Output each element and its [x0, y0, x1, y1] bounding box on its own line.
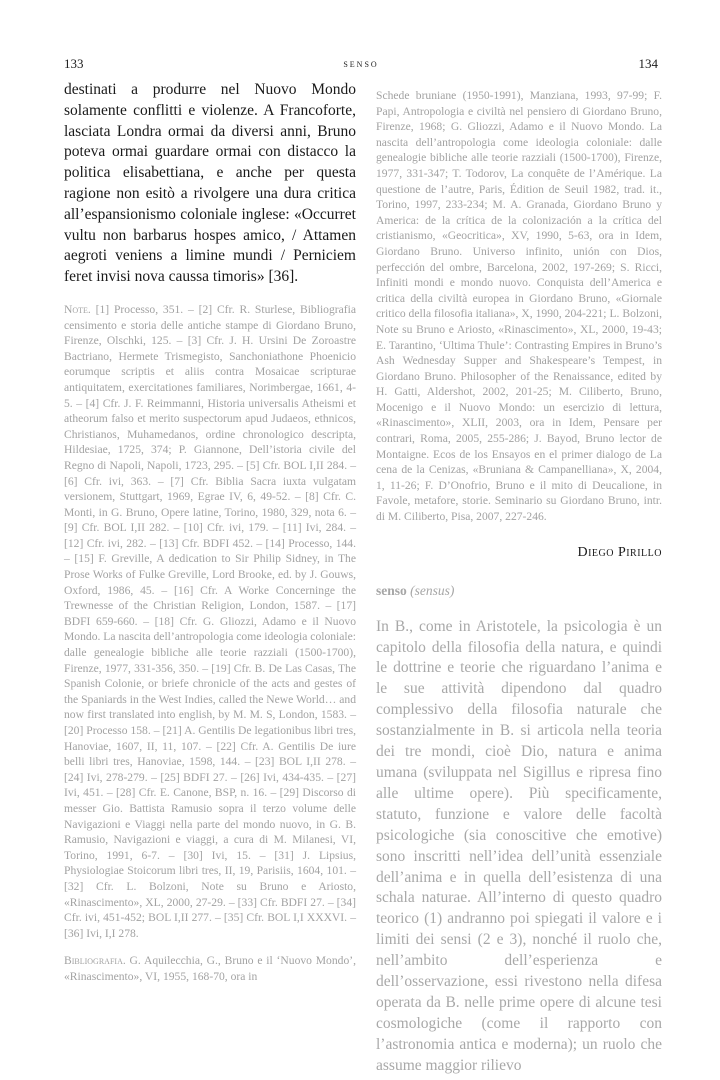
endnotes	[64, 302, 356, 941]
right-column	[376, 80, 662, 1077]
entry-body-text: In B., come in Aristotele, la psicologia è un capitolo della filosofia della natura, e quindi le dottrine e teorie che riguardano l’anima e le sue attività dipendono dal quadro complessivo della filosofia naturale che sostanzialmente in B. si articola nella teoria dei tre mondi, cioè Dio, natura e anima umana (sviluppata nel Sigillus e ripresa fino alle ultime opere). Più specificamente, statuto, funzione e valore delle facoltà psicologiche (sia conoscitive che emotive) sono inscritti nell’idea dell’unità essenziale dell’anima e in quella dell’esistenza di una schala naturae. All’interno di questo quadro teorico (1) andranno poi spiegati il valore e i limiti dei sensi (2 e 3), nonché il ruolo che, nell’ambito dell’esperienza e dell’osservazione, essi rivestono nella difesa operata da B. nelle prime opere di alcune tesi cosmologiche (come il rapporto con l’astronomia antica e moderna); un ruolo che assume maggior rilievo	[376, 617, 662, 1074]
bibliography-label: Bibliografia.	[64, 954, 126, 968]
entry-subtitle: (sensus)	[410, 582, 455, 598]
page-number-right: 134	[638, 56, 658, 71]
running-title: senso	[343, 56, 379, 70]
notes-label: Note.	[64, 302, 91, 316]
main-body-text: destinati a produrre nel Nuovo Mondo solamente conflitti e violenze. A Francoforte, lasciata Londra ormai da diversi anni, Bruno poteva ormai guardare ormai con distacco la politica elisabettiana, e anche per questa ragione non esitò a rivolgere una dura critica all’espansionismo coloniale inglese: «Occurret vultu non barbarus hospes amico, / Attamen aegroti veniens a limine mundi / Perniciem feret invisi nova caussa timoris» [36].	[64, 81, 356, 286]
bibliography-continued: Schede bruniane (1950-1991), Manziana, 1993, 97-99; F. Papi, Antropologia e civiltà nel pensiero di Giordano Bruno, Firenze, 1968; G. Gliozzi, Adamo e il Nuovo Mondo. La nascita dell’antropologia come ideologia coloniale: dalle genealogie bibliche alle teorie razziali (1500-1700), Firenze, 1977, 331-347; T. Todorov, La conquête de l’Amérique. La questione de l’autre, Paris, Édition de Seuil 1982, trad. it., Torino, 1997, 233-234; M. A. Granada, Giordano Bruno y America: de la crítica de la colonización a la crítica del cristianismo, «Geocritica», XV, 1990, 5-63, ora in Idem, Giordano Bruno. Universo infinito, unión con Dios, perfección del ombre, Barcelona, 2002, 197-269; S. Ricci, Infiniti mondi e mondo nuovo. Conquista dell’America e critica della civiltà europea in Giordano Bruno, «Giornale critico della filosofia italiana», X, 1990, 204-221; L. Bolzoni, Note su Bruno e Ariosto, «Rinascimento», XL, 2000, 19-43; E. Tarantino, ‘Ultima Thule’: Contrasting Empires in Bruno’s Ash Wednesday Supper and Shakespeare’s Tempest, in Giordano Bruno. Philosopher of the Renaissance, edited by H. Gatti, Aldershot, 2002, 201-25; M. Ciliberto, Bruno, Mocenigo e il Nuovo Mondo: un esercizio di lettura, «Rinascimento», XLII, 2003, ora in Idem, Pensare per contrari, Roma, 2005, 255-286; J. Bayod, Bruno lector de Montaigne. Ecos de los Ensayos en el primer dialogo de La cena de la Cenizas, «Bruniana & Campanelliana», X, 2004, 1, 11-26; F. D’Onofrio, Bruno e il mito di Deucalione, in Favole, metafore, storie. Seminario su Giordano Bruno, intr. di M. Ciliberto, Pisa, 2007, 227-246.	[376, 89, 662, 524]
notes-text: [1] Processo, 351. – [2] Cfr. R. Sturlese, Bibliografia censimento e storia delle antiche stampe di Giordano Bruno, Firenze, Olschki, 125. – [3] Cfr. J. H. Ursini De Zoroastre Bactriano, Hermete Trismegisto, Sanchoniathone Phoenicio eorumque scriptis et aliis contra Mosaicae scripturae antiquitatem, exercitationes familiares, Norimbergae, 1661, 4-5. – [4] Cfr. J. F. Reimmanni, Historia universalis Atheismi et atheorum falso et merito suspectorum apud Judaeos, ethnicos, Christianos, Muhamedanos, ordine chronologico descripta, Hildesiae, 1725, 374; P. Giannone, Dell’istoria civile del Regno di Napoli, Napoli, 1723, 295. – [5] Cfr. BOL I,II 284. – [6] Cfr. ivi, 363. – [7] Cfr. Biblia Sacra iuxta vulgatam versionem, Stuttgart, 1969, Egrae IV, 6, 49-52. – [8] Cfr. C. Monti, in G. Bruno, Opere latine, Torino, 1980, 329, nota 6. – [9] Cfr. BOL I,II 282. – [10] Cfr. ivi, 179. – [11] Ivi, 284. – [12] Cfr. ivi, 282. – [13] Cfr. BDFI 452. – [14] Processo, 144. – [15] F. Greville, A dedication to Sir Philip Sidney, in The Prose Works of Fulke Greville, Lord Brooke, ed. by J. Gouws, Oxford, 1986, 45. – [16] Cfr. A Worke Concerninge the Trewnesse of the Christian Religion, London, 1587. – [17] BDFI 659-660. – [18] Cfr. G. Gliozzi, Adamo e il Nuovo Mondo. La nascita dell’antropologia come ideologia coloniale: dalle genealogie bibliche alle teorie razziali (1500-1700), Firenze, 1977, 331-356, 350. – [19] Cfr. B. De Las Casas, The Spanish Colonie, or briefe chronicle of the acts and gestes of the Spaniards in the West Indies, called the Newe World… and now first translated into english, by M. M. S, London, 1583. – [20] Processo 158. – [21] A. Gentilis De legationibus libri tres, Hanoviae, 1607, II, 11, 107. – [22] Cfr. A. Gentilis De iure belli libri tres, Hanoviae, 1598, 144. – [23] BOL I,II 278. – [24] Ivi, 278-279. – [25] BDFI 27. – [26] Ivi, 434-435. – [27] Ivi, 451. – [28] Cfr. E. Canone, BSP, n. 16. – [29] Discorso di messer Gio. Battista Ramusio sopra il terzo volume delle Navigazioni e Viaggi nella parte del mondo nuovo, in G. B. Ramusio, Navigazioni e viaggi, a cura di M. Milanesi, VI, Torino, 1991, 6-7. – [30] Ivi, 15. – [31] J. Lipsius, Physiologiae Stoicorum libri tres, II, 19, Parisiis, 1604, 101. – [32] Cfr. L. Bolzoni, Note su Bruno e Ariosto, «Rinascimento», XL, 2000, 27-29. – [33] Cfr. BDFI 27. – [34] Cfr. ivi, 451-452; BOL I,II 277. – [35] Cfr. BOL I,I XXXVI. – [36] Ivi, I,I 278.	[64, 302, 357, 940]
bibliography-text: G. Aquilecchia, G., Bruno e il ‘Nuovo Mondo’, «Rinascimento», VI, 1955, 168-70, ora in	[64, 954, 357, 983]
page-number-left: 133	[64, 56, 84, 71]
entry-heading	[376, 583, 662, 599]
entry-title: senso	[376, 582, 407, 598]
running-header	[64, 56, 658, 76]
bibliography-start	[64, 953, 356, 984]
left-column	[64, 80, 356, 985]
article-author: Diego Pirillo	[577, 544, 662, 560]
